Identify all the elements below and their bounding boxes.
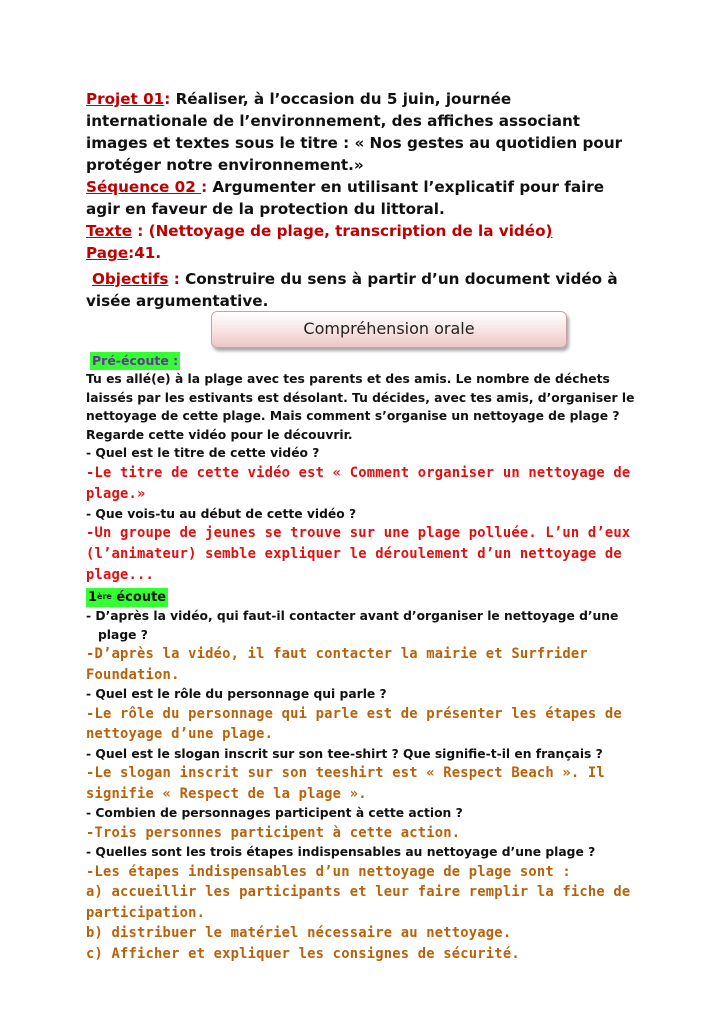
pre-ecoute-label: Pré-écoute : <box>92 353 179 368</box>
texte-label: Texte <box>86 222 132 240</box>
sequence-label: Séquence 02 <box>86 178 202 196</box>
question-count: - Combien de personnages participent à cette action ? <box>86 806 463 820</box>
section-banner <box>211 311 567 348</box>
texte-line <box>86 220 631 264</box>
banner-title: Compréhension orale <box>303 319 475 338</box>
objectifs-colon: : <box>168 270 180 288</box>
answer-step-c: c) Afficher et expliquer les consignes de sécurité. <box>86 945 520 962</box>
answer-title: -Le titre de cette vidéo est « Comment organiser un nettoyage de plage.» <box>86 464 631 502</box>
projet-colon: : <box>164 90 171 108</box>
texte-text: : (Nettoyage de plage, transcription de la vidéo <box>132 222 546 240</box>
pre-ecoute-instruction: Regarde cette vidéo pour le découvrir. <box>86 427 353 442</box>
question-contact <box>86 607 646 644</box>
question-title: - Quel est le titre de cette vidéo ? <box>86 446 320 460</box>
sequence-colon: : <box>201 178 208 196</box>
ecoute-number: 1 <box>88 590 98 605</box>
exercise-body <box>86 350 646 964</box>
ecoute-word: écoute <box>111 590 167 605</box>
projet-line <box>86 88 631 176</box>
question-beginning: - Que vois-tu au début de cette vidéo ? <box>86 506 357 521</box>
question-steps: - Quelles sont les trois étapes indispensables au nettoyage d’une plage ? <box>86 845 596 859</box>
premiere-ecoute-label <box>86 588 168 607</box>
texte-paren-close: ) <box>545 222 553 240</box>
objectifs-label: Objectifs <box>92 270 169 288</box>
question-role: - Quel est le rôle du personnage qui parle ? <box>86 687 387 701</box>
page-label: Page <box>86 244 129 262</box>
objectifs-line <box>86 268 631 312</box>
answer-beginning: -Un groupe de jeunes se trouve sur une plage polluée. L’un d’eux (l’animateur) semble expliquer le déroulement d’un nettoyage de plage... <box>86 525 631 583</box>
answer-role: -Le rôle du personnage qui parle est de présenter les étapes de nettoyage d’une plage. <box>86 705 622 742</box>
question-contact-line1: - D’après la vidéo, qui faut-il contacter avant d’organiser le nettoyage d’une <box>86 609 619 623</box>
question-contact-line2: plage ? <box>98 627 148 642</box>
question-slogan: - Quel est le slogan inscrit sur son tee-shirt ? Que signifie-t-il en français ? <box>86 746 603 761</box>
objectifs-text: Construire du sens à partir d’un document vidéo à visée argumentative. <box>86 270 618 310</box>
projet-text: Réaliser, à l’occasion du 5 juin, journée internationale de l’environnement, des affiches associant images et textes sous le titre : « Nos gestes au quotidien pour protéger notre environnement.» <box>86 90 623 174</box>
lesson-header <box>86 88 631 312</box>
answer-count: -Trois personnes participent à cette action. <box>86 824 461 841</box>
ecoute-sup: ère <box>97 592 112 601</box>
answer-step-b: b) distribuer le matériel nécessaire au nettoyage. <box>86 925 512 941</box>
sequence-text: Argumenter en utilisant l’explicatif pour faire agir en faveur de la protection du littoral. <box>86 178 605 218</box>
answer-step-a: a) accueillir les participants et leur faire remplir la fiche de participation. <box>86 884 631 921</box>
answer-steps: -Les étapes indispensables d’un nettoyage de plage sont : <box>86 863 571 880</box>
projet-label: Projet 01 <box>86 90 165 108</box>
answer-contact: -D’après la vidéo, il faut contacter la mairie et Surfrider Foundation. <box>86 646 588 683</box>
page-value: :41. <box>128 244 162 262</box>
answer-slogan: -Le slogan inscrit sur son teeshirt est « Respect Beach ». Il signifie « Respect de la plage ». <box>86 765 605 802</box>
pre-ecoute-intro: Tu es allé(e) à la plage avec tes parents et des amis. Le nombre de déchets laissés par les estivants est désolant. Tu décides, avec tes amis, d’organiser le nettoyage de cette plage. Mais comment s’organise un nettoyage de plage ? <box>86 372 635 423</box>
sequence-line <box>86 176 631 220</box>
